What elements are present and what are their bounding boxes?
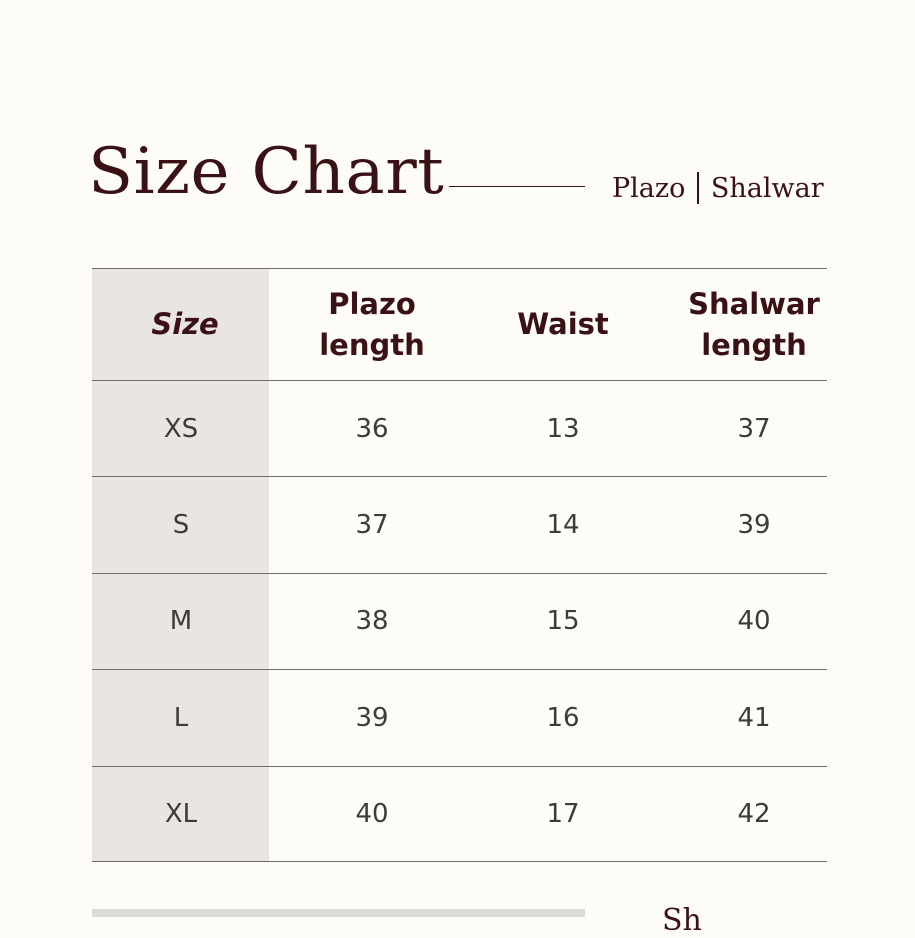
cell-shalwar: 42 [737, 799, 771, 829]
cell-plazo: 36 [355, 414, 389, 444]
header-plazo-length [277, 269, 467, 380]
header-size: Size [151, 307, 219, 341]
header-waist: Waist [517, 307, 609, 341]
header-shalwar-length [659, 269, 849, 380]
cell-waist: 13 [546, 414, 580, 444]
footer-partial-text: Sh [662, 903, 702, 938]
footer-partial-heading [662, 902, 832, 938]
header-shalwar-line1: Shalwar [688, 286, 820, 321]
cell-plazo: 40 [355, 799, 389, 829]
cell-shalwar: 40 [737, 606, 771, 636]
subtitle-separator [697, 172, 699, 204]
cell-size: S [172, 510, 190, 540]
cell-shalwar: 37 [737, 414, 771, 444]
cell-waist: 17 [546, 799, 580, 829]
cell-waist: 16 [546, 703, 580, 733]
footer-bar [92, 909, 585, 917]
page-title: Size Chart [88, 135, 445, 209]
cell-waist: 14 [546, 510, 580, 540]
cell-waist: 15 [546, 606, 580, 636]
header-plazo-line2: length [319, 327, 425, 362]
header-shalwar-line2: length [701, 327, 807, 362]
cell-plazo: 39 [355, 703, 389, 733]
cell-plazo: 37 [355, 510, 389, 540]
subtitle-plazo: Plazo [612, 172, 686, 204]
title-divider [449, 186, 585, 187]
cell-size: L [173, 703, 189, 733]
cell-size: XS [163, 414, 199, 444]
cell-shalwar: 39 [737, 510, 771, 540]
chart-subtitle [612, 172, 824, 204]
subtitle-shalwar: Shalwar [710, 172, 824, 204]
cell-size: XL [164, 799, 198, 829]
cell-size: M [169, 606, 193, 636]
cell-plazo: 38 [355, 606, 389, 636]
cell-shalwar: 41 [737, 703, 771, 733]
header-plazo-line1: Plazo [328, 286, 416, 321]
